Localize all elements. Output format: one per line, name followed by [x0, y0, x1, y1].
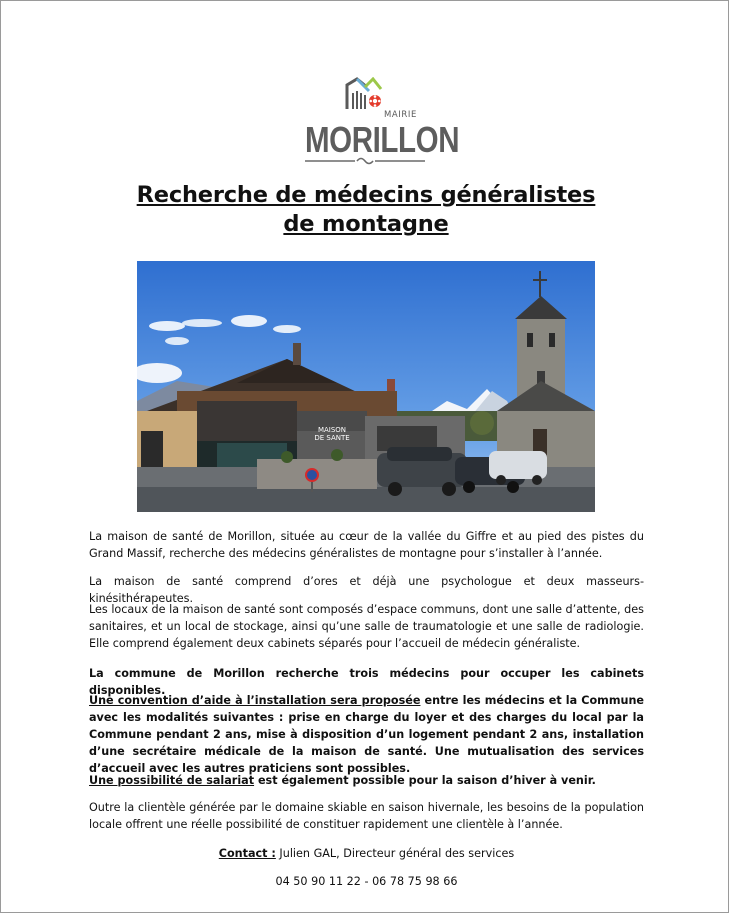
paragraph-4-text: La commune de Morillon recherche trois médecins pour occuper les cabinets disponibles.	[89, 667, 644, 697]
maison-de-sante-photo	[137, 261, 595, 512]
paragraph-1-text: La maison de santé de Morillon, située au cœur de la vallée du Giffre et au pied des pistes du Grand Massif, recherche des médecins généralistes de montagne pour s’installer à l’année.	[89, 530, 644, 560]
contact-name: Julien GAL, Directeur général des services	[275, 847, 515, 860]
salariat-lead: Une possibilité de salariat	[89, 774, 255, 787]
paragraph-convention	[89, 692, 644, 777]
photo-sign-maison: MAISON	[317, 426, 347, 434]
paragraph-salariat	[89, 772, 644, 789]
paragraph-2-text: La maison de santé comprend d’ores et déjà une psychologue et deux masseurs-kinésithérapeutes.	[89, 575, 644, 605]
convention-lead: Une convention d’aide à l’installation sera proposée	[89, 694, 421, 707]
paragraph-clientele	[89, 799, 644, 833]
contact-label: Contact :	[218, 847, 276, 860]
logo-town-name: MORILLON	[305, 119, 460, 160]
photo-sign-sante: DE SANTE	[314, 434, 350, 442]
paragraph-7-text: Outre la clientèle générée par le domaine skiable en saison hivernale, les besoins de la population locale offrent une réelle possibilité de constituer rapidement une clientèle à l’année.	[89, 801, 644, 831]
page-title: Recherche de médecins généralistes de montagne	[136, 182, 596, 237]
contact-line	[89, 845, 644, 862]
paragraph-premises	[89, 601, 644, 652]
salariat-rest: est également possible pour la saison d’hiver à venir.	[254, 774, 596, 787]
convention-rest: entre les médecins et la Commune avec les modalités suivantes : prise en charge du loyer et des charges du local par la Commune pendant 2 ans, mise à disposition d’un logement pendant 2 ans, installation d’une secrétaire médicale de la maison de santé. Une mutualisation des services d’accueil avec les autres praticiens sont possibles.	[89, 694, 644, 775]
paragraph-3-text: Les locaux de la maison de santé sont composés d’espace communs, dont une salle d’attente, des sanitaires, et un local de stockage, ainsi qu’une salle de traumatologie et une salle de radiologie. Elle comprend également deux cabinets séparés pour l’accueil de médecin généraliste.	[89, 603, 644, 650]
logo-emblem-icon	[345, 77, 391, 111]
contact-phones	[89, 873, 644, 890]
mairie-morillon-logo	[301, 75, 460, 167]
paragraph-intro	[89, 528, 644, 562]
logo-underline-decoration	[303, 155, 427, 167]
logo-mairie-text: MAIRIE	[383, 110, 417, 120]
phone-numbers: 04 50 90 11 22 - 06 78 75 98 66	[275, 875, 458, 888]
